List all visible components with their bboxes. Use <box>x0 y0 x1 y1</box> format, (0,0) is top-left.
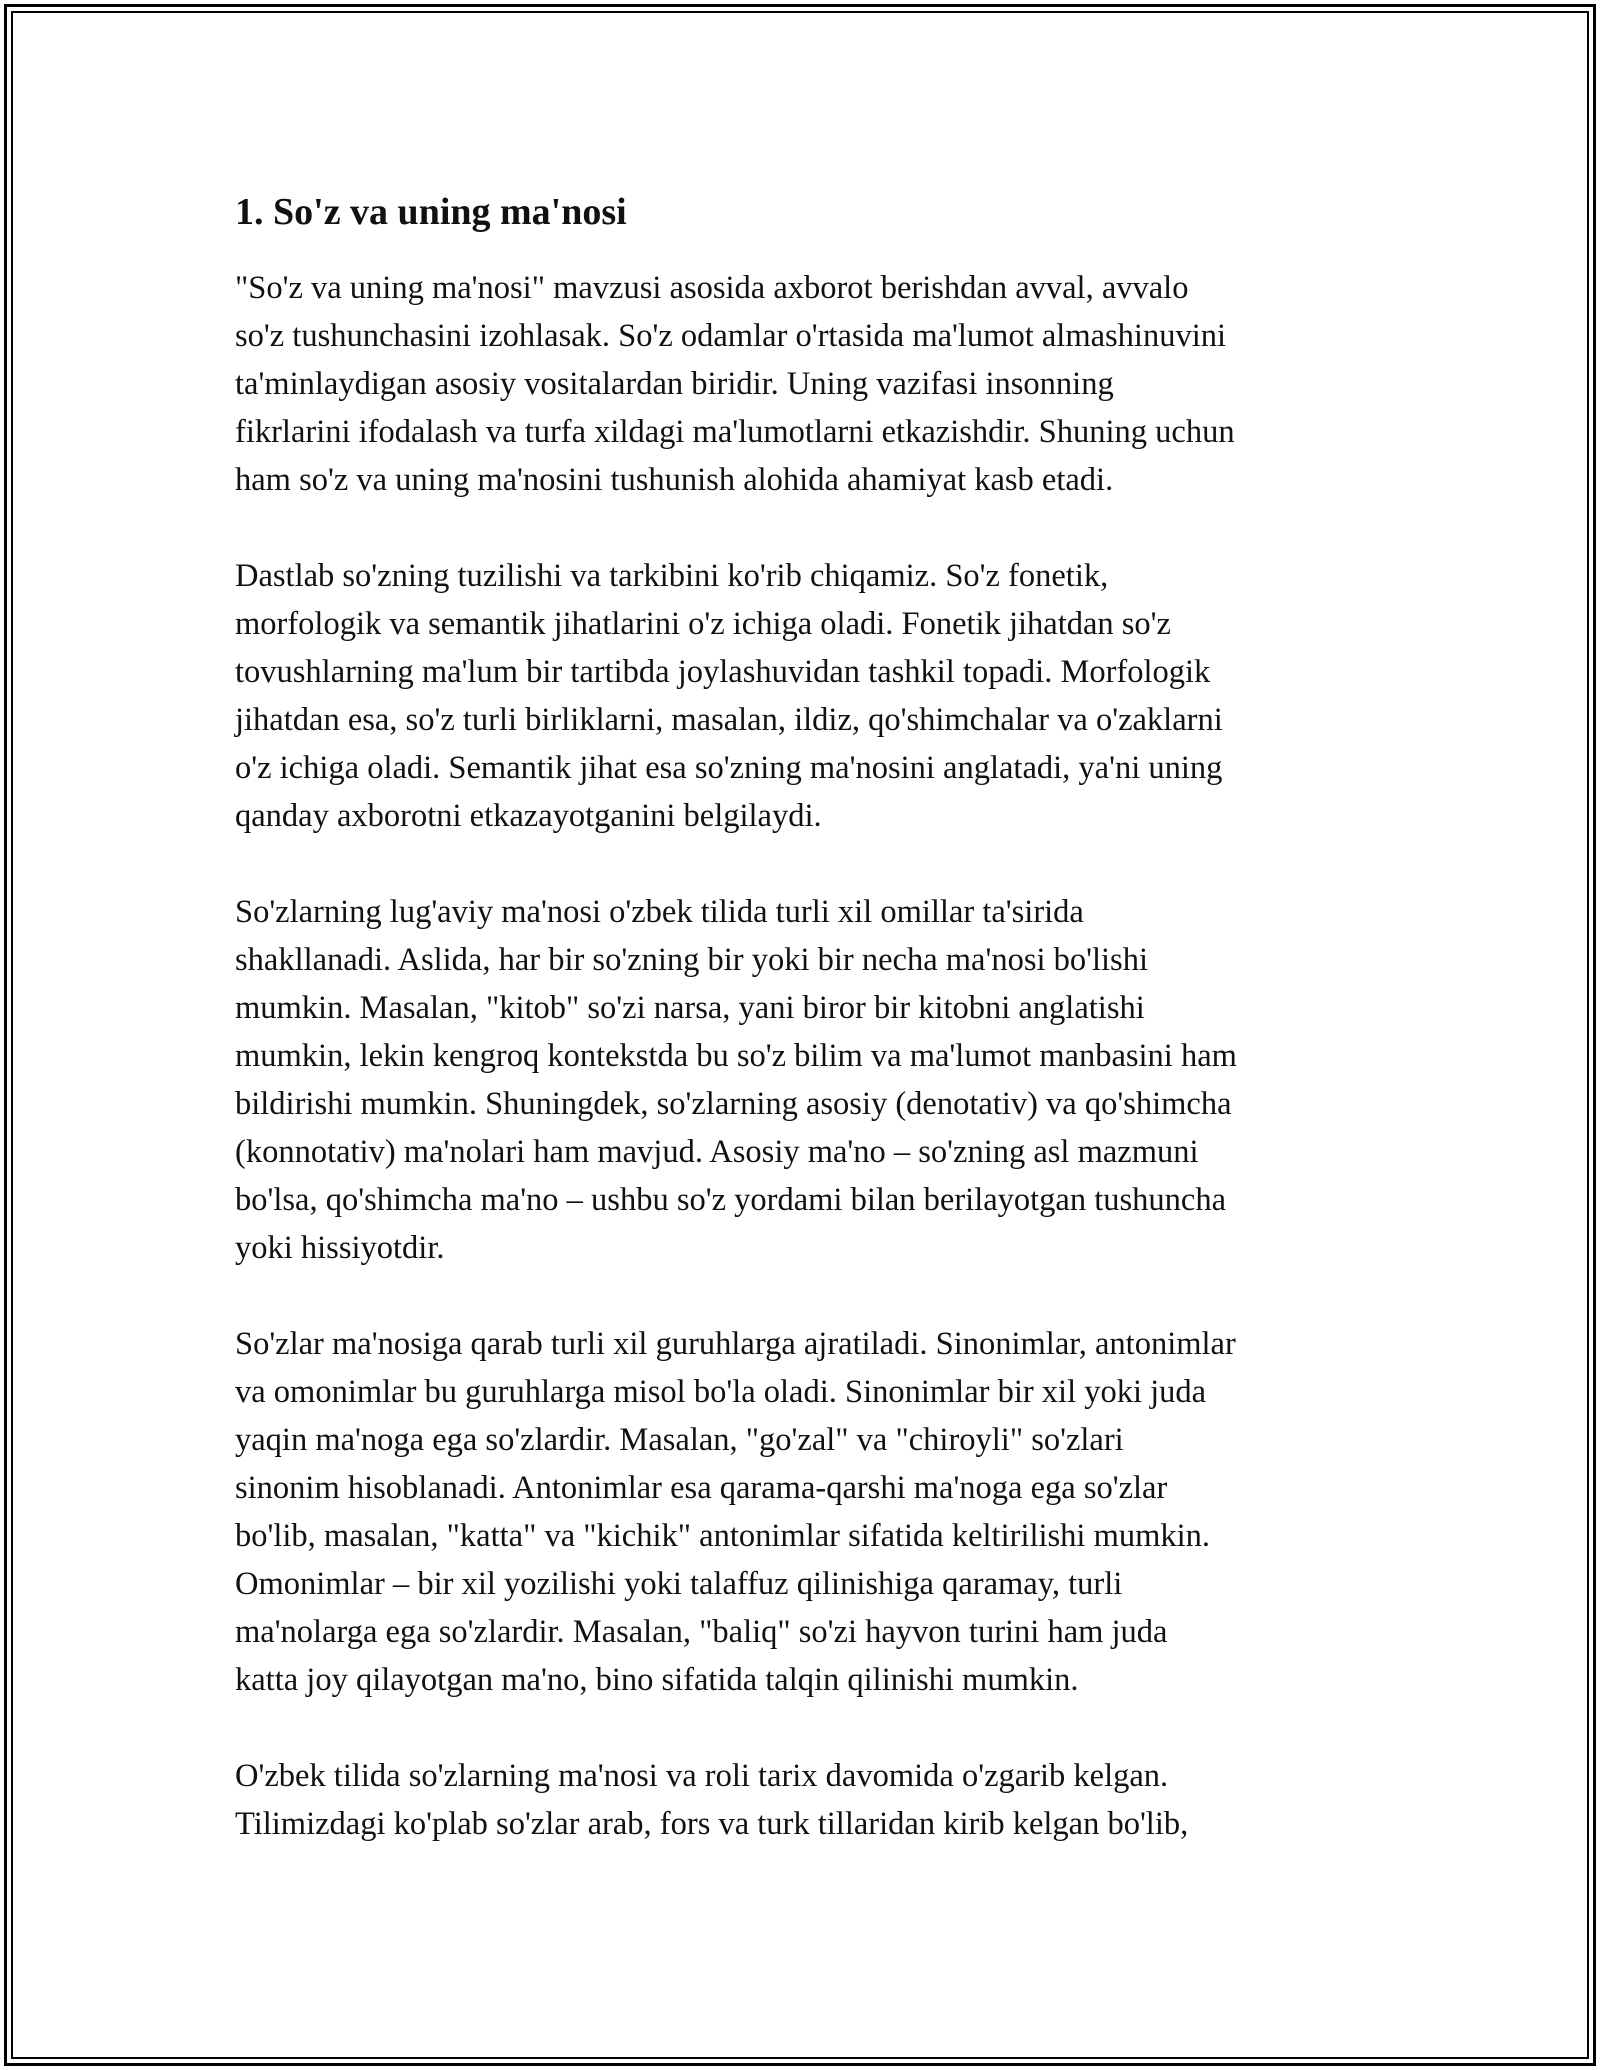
section-heading: 1. So'z va uning ma'nosi <box>235 191 627 233</box>
paragraph-3: So'zlarning lug'aviy ma'nosi o'zbek tilida turli xil omillar ta'sirida shakllanadi. Aslida, har bir so'zning bir yoki bir necha ma'nosi bo'lishi mumkin. Masalan, "kitob" so'zi narsa, yani biror bir kitobni anglatishi mumkin, lekin kengroq kontekstda bu so'z bilim va ma'lumot manbasini ham bildirishi mumkin. Shuningdek, so'zlarning asosiy (denotativ) va qo'shimcha (konnotativ) ma'nolari ham mavjud. Asosiy ma'no – so'zning asl mazmuni bo'lsa, qo'shimcha ma'no – ushbu so'z yordami bilan berilayotgan tushuncha yoki hissiyotdir. <box>235 894 1237 1266</box>
paragraph-2: Dastlab so'zning tuzilishi va tarkibini ko'rib chiqamiz. So'z fonetik, morfologik va semantik jihatlarini o'z ichiga oladi. Fonetik jihatdan so'z tovushlarning ma'lum bir tartibda joylashuvidan tashkil topadi. Morfologik jihatdan esa, so'z turli birliklarni, masalan, ildiz, qo'shimchalar va o'zaklarni o'z ichiga oladi. Semantik jihat esa so'zning ma'nosini anglatadi, ya'ni uning qanday axborotni etkazayotganini belgilaydi. <box>235 558 1223 834</box>
paragraph-5: O'zbek tilida so'zlarning ma'nosi va roli tarix davomida o'zgarib kelgan. Tilimizdagi ko'plab so'zlar arab, fors va turk tillaridan kirib kelgan bo'lib, <box>235 1758 1189 1842</box>
paragraph-1: "So'z va uning ma'nosi" mavzusi asosida axborot berishdan avval, avvalo so'z tushunchasini izohlasak. So'z odamlar o'rtasida ma'lumot almashinuvini ta'minlaydigan asosiy vositalardan biridir. Uning vazifasi insonning fikrlarini ifodalash va turfa xildagi ma'lumotlarni etkazishdir. Shuning uchun ham so'z va uning ma'nosini tushunish alohida ahamiyat kasb etadi. <box>235 270 1235 498</box>
paragraph-4: So'zlar ma'nosiga qarab turli xil guruhlarga ajratiladi. Sinonimlar, antonimlar va omonimlar bu guruhlarga misol bo'la oladi. Sinonimlar bir xil yoki juda yaqin ma'noga ega so'zlardir. Masalan, "go'zal" va "chiroyli" so'zlari sinonim hisoblanadi. Antonimlar esa qarama-qarshi ma'noga ega so'zlar bo'lib, masalan, "katta" va "kichik" antonimlar sifatida keltirilishi mumkin. Omonimlar – bir xil yozilishi yoki talaffuz qilinishiga qaramay, turli ma'nolarga ega so'zlardir. Masalan, "baliq" so'zi hayvon turini ham juda katta joy qilayotgan ma'no, bino sifatida talqin qilinishi mumkin. <box>235 1326 1236 1698</box>
document-body <box>235 188 1375 1896</box>
